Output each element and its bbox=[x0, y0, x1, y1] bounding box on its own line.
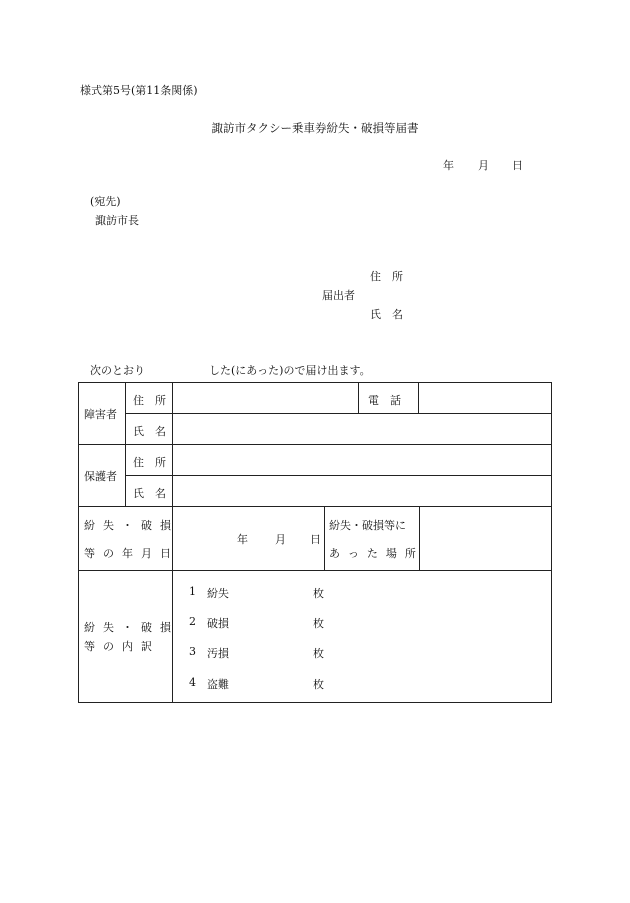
breakdown-item-unit: 枚 bbox=[313, 617, 324, 630]
disabled-person-label: 障害者 bbox=[84, 408, 117, 421]
incident-day-label: 日 bbox=[310, 533, 321, 546]
disabled-name-label: 氏 名 bbox=[133, 425, 166, 438]
date-year-label: 年 bbox=[443, 159, 454, 172]
incident-year-label: 年 bbox=[237, 533, 248, 546]
date-day-label: 日 bbox=[512, 159, 523, 172]
addressee-name: 諏訪市長 bbox=[95, 214, 139, 227]
guardian-label: 保護者 bbox=[84, 470, 117, 483]
disabled-address-field[interactable] bbox=[173, 384, 357, 413]
breakdown-item-number: 2 bbox=[189, 615, 196, 628]
incident-place-label-1: 紛失・破損等に bbox=[329, 519, 406, 532]
disabled-phone-label: 電 話 bbox=[368, 394, 401, 407]
incident-place-field[interactable] bbox=[420, 507, 551, 569]
document-title: 諏訪市タクシー乗車券紛失・破損等届書 bbox=[211, 121, 419, 135]
breakdown-item-unit: 枚 bbox=[313, 647, 324, 660]
intro-text-2: した(にあった)ので届け出ます。 bbox=[209, 364, 371, 377]
breakdown-item-name: 破損 bbox=[207, 617, 229, 630]
breakdown-item-name: 盗難 bbox=[207, 678, 229, 691]
notifier-role-label: 届出者 bbox=[322, 289, 355, 302]
guardian-name-label: 氏 名 bbox=[133, 487, 166, 500]
incident-place-label-2: あった場所 bbox=[329, 547, 424, 560]
breakdown-item-number: 3 bbox=[189, 645, 196, 658]
date-month-label: 月 bbox=[478, 159, 489, 172]
notifier-name-label: 氏 名 bbox=[370, 308, 403, 321]
disabled-name-field[interactable] bbox=[173, 414, 551, 443]
guardian-name-field[interactable] bbox=[173, 476, 551, 505]
notification-table bbox=[78, 382, 552, 703]
incident-date-label-1: 紛失・破損 bbox=[84, 519, 179, 532]
disabled-address-label: 住 所 bbox=[133, 394, 166, 407]
breakdown-item-number: 1 bbox=[189, 585, 196, 598]
incident-date-label-2: 等の年月日 bbox=[84, 547, 179, 560]
incident-month-label: 月 bbox=[275, 533, 286, 546]
breakdown-label-1: 紛失・破損 bbox=[84, 621, 179, 634]
breakdown-item-name: 紛失 bbox=[207, 587, 229, 600]
breakdown-item-number: 4 bbox=[189, 676, 196, 689]
breakdown-item-unit: 枚 bbox=[313, 678, 324, 691]
addressee-label: (宛先) bbox=[90, 195, 121, 208]
guardian-address-label: 住 所 bbox=[133, 456, 166, 469]
intro-text-1: 次のとおり bbox=[90, 364, 145, 377]
form-number: 様式第5号(第11条関係) bbox=[80, 84, 198, 97]
breakdown-item-name: 汚損 bbox=[207, 647, 229, 660]
breakdown-label-2: 等の内訳 bbox=[84, 640, 160, 653]
notifier-address-label: 住 所 bbox=[370, 270, 403, 283]
breakdown-item-unit: 枚 bbox=[313, 587, 324, 600]
disabled-phone-field[interactable] bbox=[419, 384, 551, 413]
guardian-address-field[interactable] bbox=[173, 445, 551, 474]
